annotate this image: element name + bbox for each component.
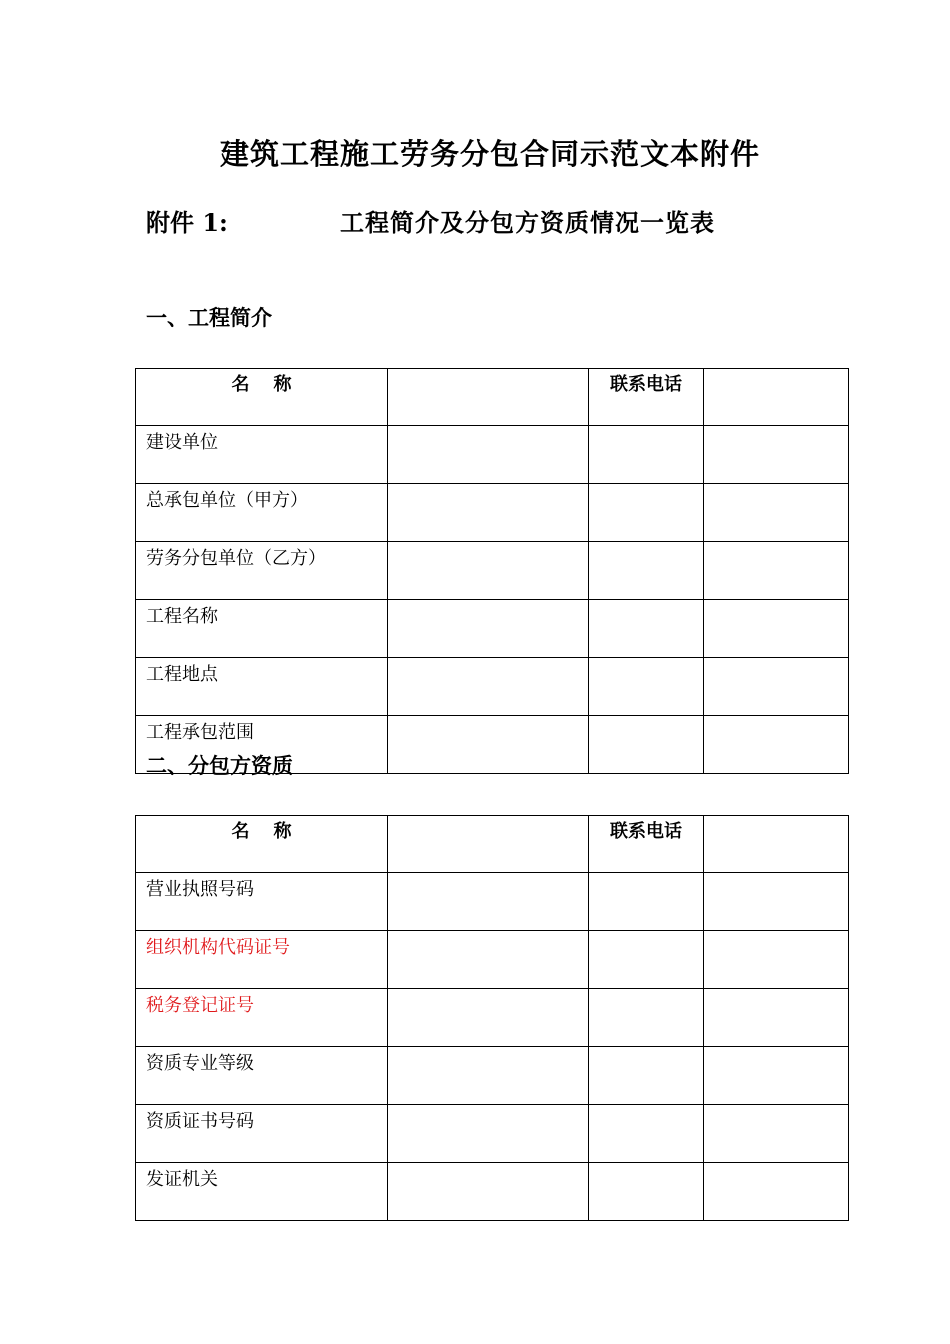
section-heading-subcontractor-qualification: 二、分包方资质 — [146, 753, 293, 778]
table-cell[interactable] — [388, 484, 589, 542]
table-cell[interactable] — [388, 989, 589, 1047]
table-row — [136, 426, 849, 484]
header-name-char-2: 称 — [273, 374, 292, 395]
table-header-row — [136, 369, 849, 426]
table-cell[interactable] — [589, 1047, 704, 1105]
table-cell[interactable] — [589, 542, 704, 600]
table-row — [136, 873, 849, 931]
table-cell[interactable] — [388, 716, 589, 774]
table-cell[interactable] — [704, 542, 849, 600]
table-row — [136, 1105, 849, 1163]
row-label: 工程承包范围 — [136, 716, 388, 774]
table-cell[interactable] — [589, 426, 704, 484]
table-cell[interactable] — [704, 931, 849, 989]
attachment-label: 附件 1: — [146, 208, 228, 237]
table-cell[interactable] — [704, 426, 849, 484]
header-name-cell — [136, 369, 388, 426]
table-cell[interactable] — [704, 989, 849, 1047]
row-label: 发证机关 — [136, 1163, 388, 1221]
row-label: 组织机构代码证号 — [136, 931, 388, 989]
table-row — [136, 542, 849, 600]
document-title: 建筑工程施工劳务分包合同示范文本附件 — [219, 137, 760, 171]
project-intro-table — [135, 368, 849, 774]
row-label: 营业执照号码 — [136, 873, 388, 931]
table-cell[interactable] — [704, 1047, 849, 1105]
subcontractor-qualification-table — [135, 815, 849, 1221]
row-label: 工程名称 — [136, 600, 388, 658]
table-cell[interactable] — [388, 1105, 589, 1163]
table-cell[interactable] — [589, 600, 704, 658]
table-cell[interactable] — [589, 931, 704, 989]
table-cell[interactable] — [589, 989, 704, 1047]
table-cell[interactable] — [704, 369, 849, 426]
header-name-char-2: 称 — [273, 821, 292, 842]
row-label: 工程地点 — [136, 658, 388, 716]
row-label: 建设单位 — [136, 426, 388, 484]
row-label: 劳务分包单位（乙方） — [136, 542, 388, 600]
table-cell[interactable] — [388, 542, 589, 600]
table-cell[interactable] — [589, 873, 704, 931]
table-row — [136, 600, 849, 658]
table-cell[interactable] — [589, 1163, 704, 1221]
table-header-row — [136, 816, 849, 873]
table-cell[interactable] — [388, 873, 589, 931]
table-cell[interactable] — [704, 600, 849, 658]
table-cell[interactable] — [704, 816, 849, 873]
table-cell[interactable] — [704, 658, 849, 716]
row-label: 税务登记证号 — [136, 989, 388, 1047]
table-cell[interactable] — [704, 1163, 849, 1221]
header-name-char-1: 名 — [231, 374, 250, 395]
table-cell[interactable] — [388, 1163, 589, 1221]
header-name-char-1: 名 — [231, 821, 250, 842]
table-cell[interactable] — [388, 931, 589, 989]
row-label: 资质专业等级 — [136, 1047, 388, 1105]
table-cell[interactable] — [704, 484, 849, 542]
table-cell[interactable] — [589, 658, 704, 716]
table-cell[interactable] — [704, 873, 849, 931]
header-phone-cell: 联系电话 — [589, 369, 704, 426]
table-cell[interactable] — [388, 426, 589, 484]
table-cell[interactable] — [589, 484, 704, 542]
section-heading-project-intro: 一、工程简介 — [146, 305, 272, 330]
table-row — [136, 484, 849, 542]
table-row — [136, 658, 849, 716]
table-cell[interactable] — [704, 716, 849, 774]
row-label: 总承包单位（甲方） — [136, 484, 388, 542]
table-cell[interactable] — [589, 1105, 704, 1163]
table-cell[interactable] — [388, 600, 589, 658]
table-row — [136, 1047, 849, 1105]
table-cell[interactable] — [589, 716, 704, 774]
table-row — [136, 1163, 849, 1221]
attachment-title: 工程简介及分包方资质情况一览表 — [340, 208, 715, 237]
header-phone-cell: 联系电话 — [589, 816, 704, 873]
table-cell[interactable] — [388, 369, 589, 426]
table-cell[interactable] — [388, 1047, 589, 1105]
table-cell[interactable] — [388, 658, 589, 716]
table-row — [136, 989, 849, 1047]
header-name-cell — [136, 816, 388, 873]
table-cell[interactable] — [704, 1105, 849, 1163]
table-cell[interactable] — [388, 816, 589, 873]
row-label: 资质证书号码 — [136, 1105, 388, 1163]
table-row — [136, 931, 849, 989]
